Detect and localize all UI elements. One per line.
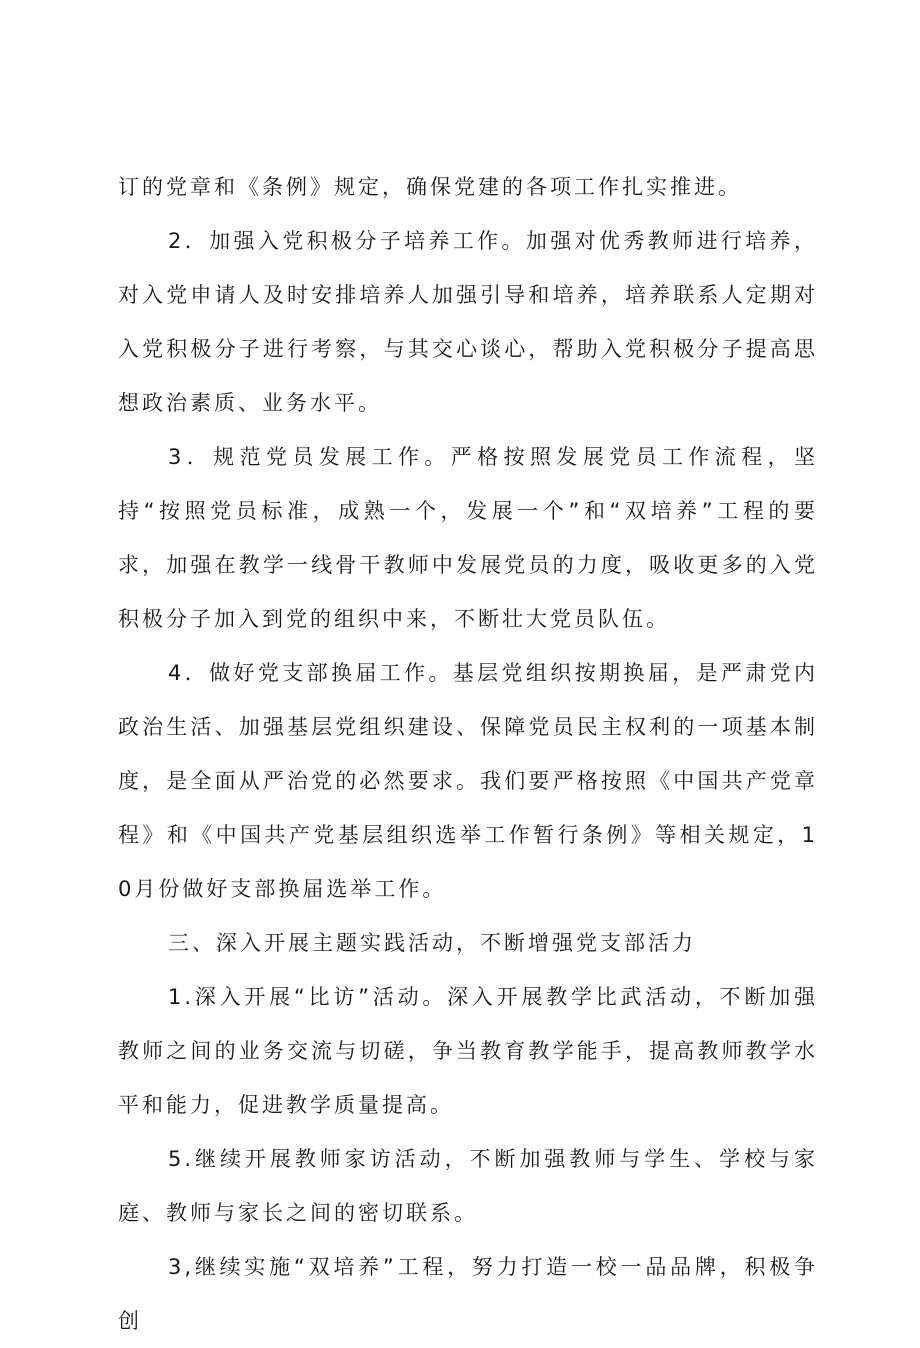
paragraph-item-2-activist-training: 2．加强入党积极分子培养工作。加强对优秀教师进行培养，对入党申请人及时安排培养人加强引导和培养，培养联系人定期对入党积极分子进行考察，与其交心谈心，帮助入党积极分子提高思想政治素质、业务水平。: [118, 229, 818, 415]
document-body: [118, 160, 818, 1348]
paragraph-item-5-home-visits: 5.继续开展教师家访活动，不断加强教师与学生、学校与家庭、教师与家长之间的密切联系。: [118, 1147, 818, 1225]
paragraph-item-1-teaching-competition: 1.深入开展“比访”活动。深入开展教学比武活动，不断加强教师之间的业务交流与切磋，争当教育教学能手，提高教师教学水平和能力，促进教学质量提高。: [118, 985, 818, 1117]
paragraph-continuation: 订的党章和《条例》规定，确保党建的各项工作扎实推进。: [118, 175, 742, 199]
section-heading-three: 三、深入开展主题实践活动，不断增强党支部活力: [168, 931, 696, 955]
paragraph-item-3-double-cultivation: 3,继续实施“双培养”工程，努力打造一校一品品牌，积极争创: [118, 1255, 818, 1333]
paragraph-item-3-member-development: 3．规范党员发展工作。严格按照发展党员工作流程，坚持“按照党员标准，成熟一个，发展一个”和“双培养”工程的要求，加强在教学一线骨干教师中发展党员的力度，吸收更多的入党积极分子加入到党的组织中来，不断壮大党员队伍。: [118, 445, 818, 631]
paragraph-item-4-branch-election: 4．做好党支部换届工作。基层党组织按期换届，是严肃党内政治生活、加强基层党组织建设、保障党员民主权利的一项基本制度，是全面从严治党的必然要求。我们要严格按照《中国共产党章程》和《中国共产党基层组织选举工作暂行条例》等相关规定，10月份做好支部换届选举工作。: [118, 661, 818, 901]
